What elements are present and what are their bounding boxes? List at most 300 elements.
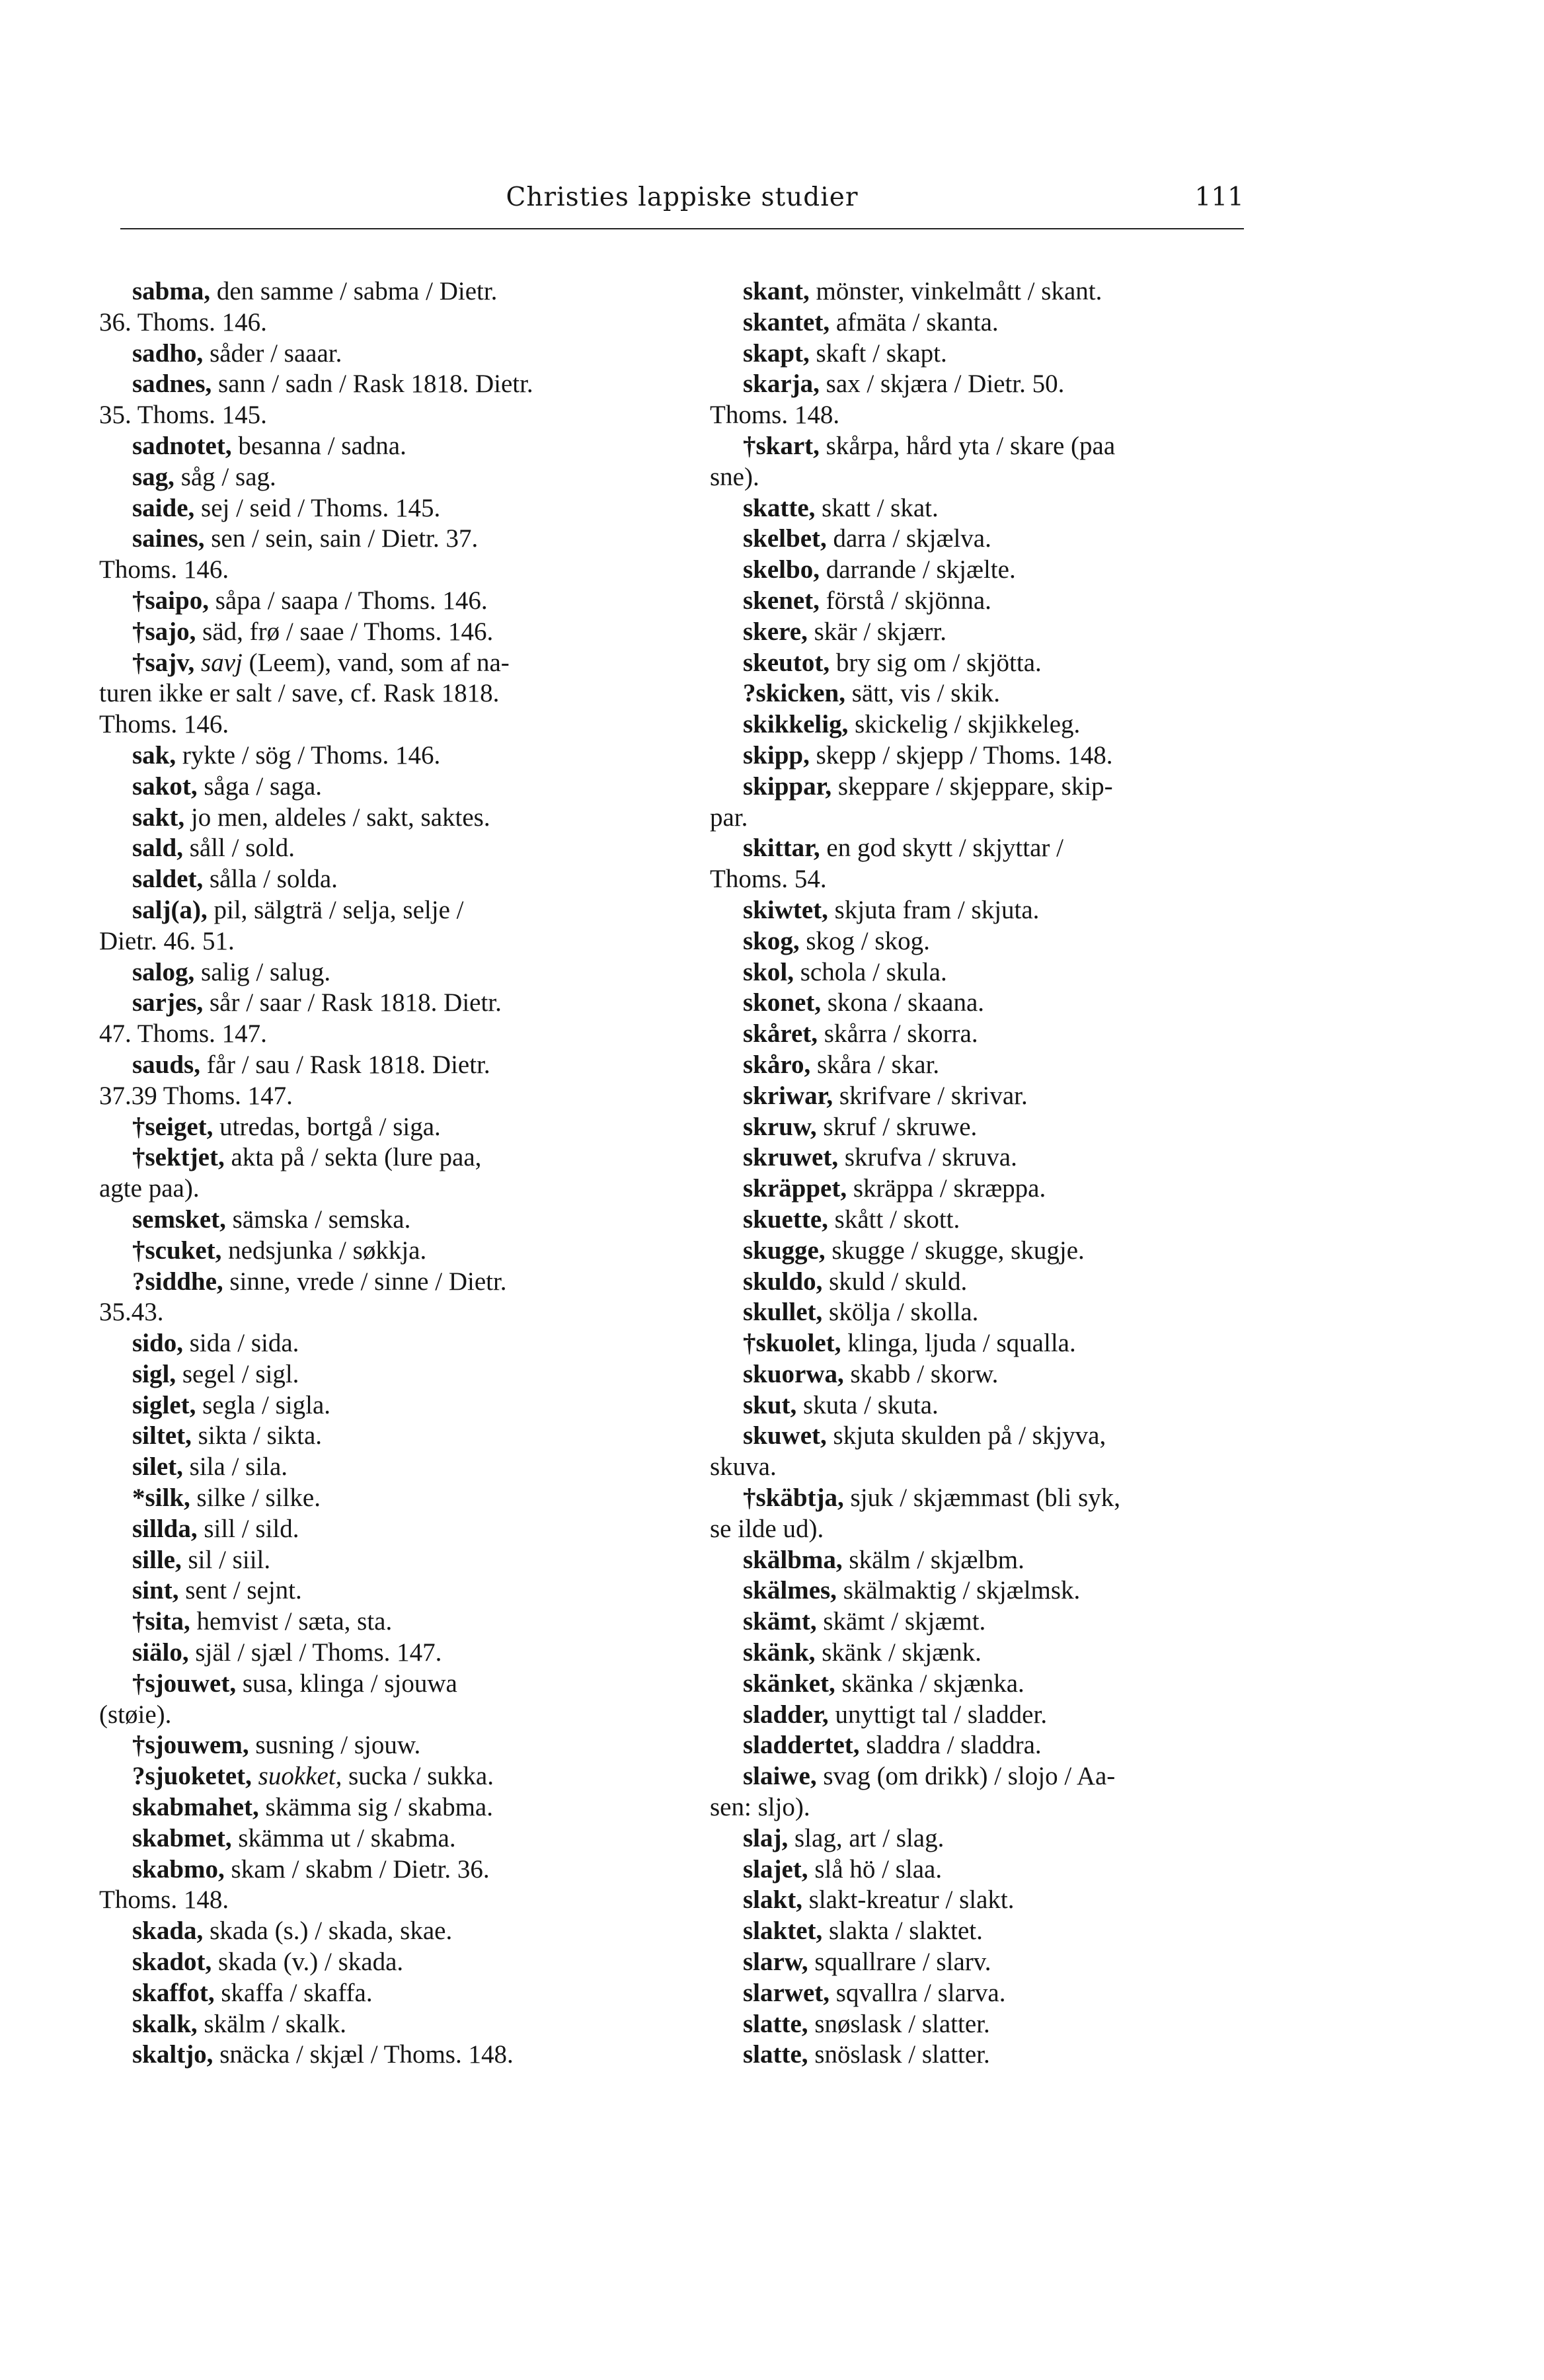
headword: skruwet, [743,1143,839,1172]
dictionary-line [710,833,1272,864]
dictionary-line [710,1978,1272,2009]
definition-text: sucka / sukka. [342,1762,494,1791]
headword: sadnotet, [132,431,232,460]
definition-text: skaft / skapt. [809,338,947,368]
headword: siälo, [132,1638,189,1667]
headword: †skart, [743,431,820,460]
definition-text: såll / sold. [182,834,295,863]
headword: skåro, [743,1050,811,1079]
definition-text: klinga, ljuda / squalla. [841,1329,1076,1358]
headword: skullet, [743,1298,823,1327]
definition-text: Thoms. 146. [99,710,229,739]
definition-text: slå hö / slaa. [808,1854,943,1884]
definition-text: susa, klinga / sjouwa [236,1669,457,1698]
headword: sarjes, [132,988,204,1017]
definition-text: sålla / solda. [203,865,338,894]
definition-text: segla / sigla. [196,1390,331,1419]
dictionary-line [710,1267,1272,1298]
headword: saldet, [132,865,204,894]
definition-text: 35. Thoms. 145. [99,401,267,430]
headword: skonet, [743,988,822,1017]
definition-text: får / sau / Rask 1818. Dietr. [200,1050,490,1079]
definition-text: skär / skjærr. [807,617,947,646]
running-header [120,182,1244,222]
dictionary-line [99,1359,658,1390]
headword: slaj, [743,1823,789,1852]
definition-text: darra / skjælva. [826,524,991,553]
definition-text: sinne, vrede / sinne / Dietr. [223,1267,507,1296]
headword: sladder, [743,1700,829,1729]
dictionary-line [710,524,1272,555]
dictionary-line [710,926,1272,957]
definition-text: sila / sila. [182,1452,288,1482]
headword: ?skicken, [743,679,845,708]
headword: sadnes, [132,370,212,399]
dictionary-line [710,400,1272,431]
headword: sille, [132,1545,182,1574]
dictionary-line [99,1606,658,1638]
dictionary-line [99,957,658,988]
definition-text: såpa / saapa / Thoms. 146. [208,586,488,615]
headword: skruw, [743,1112,817,1141]
headword: skaffot, [132,1978,215,2007]
dictionary-line [710,369,1272,400]
headword: slaktet, [743,1917,823,1946]
dictionary-line [710,1081,1272,1112]
headword: skapt, [743,338,810,368]
dictionary-line [710,1700,1272,1731]
headword: sakt, [132,803,185,832]
dictionary-line [710,1390,1272,1421]
headword: sak, [132,740,176,770]
headword: silet, [132,1452,183,1482]
dictionary-line [710,957,1272,988]
headword: skåret, [743,1019,818,1049]
definition-text: skada (s.) / skada, skae. [203,1917,453,1946]
italic-form: savj [201,648,243,677]
definition-text: Dietr. 46. 51. [99,926,235,955]
dictionary-line [710,864,1272,895]
dictionary-line [710,338,1272,370]
dictionary-line [99,1761,658,1792]
definition-text: en god skytt / skjyttar / [820,834,1063,863]
dictionary-line [710,1236,1272,1267]
definition-text: sent / sejnt. [178,1576,302,1605]
dictionary-line [710,648,1272,679]
definition-text: sladdra / sladdra. [859,1731,1042,1760]
definition-text: säd, frø / saae / Thoms. 146. [196,617,494,646]
dictionary-line [99,1575,658,1606]
dictionary-line [99,462,658,493]
headword: skarja, [743,370,820,399]
headword: †saipo, [132,586,209,615]
definition-text: skåra / skar. [810,1050,940,1079]
dictionary-line [99,1978,658,2009]
definition-text: sax / skjæra / Dietr. 50. [819,370,1065,399]
dictionary-line [710,1885,1272,1916]
definition-text: Thoms. 148. [710,401,840,430]
dictionary-line [710,1916,1272,1947]
definition-text: skeppare / skjeppare, skip- [831,772,1113,801]
headword: sakot, [132,772,198,801]
dictionary-line [710,1575,1272,1606]
definition-text: sår / saar / Rask 1818. Dietr. [203,988,502,1017]
dictionary-line [710,740,1272,772]
dictionary-line [99,709,658,740]
definition-text: skaffa / skaffa. [214,1978,373,2007]
dictionary-line [710,1792,1272,1823]
dictionary-line [710,431,1272,462]
definition-text: skänka / skjænka. [835,1669,1024,1698]
definition-text: sämska / semska. [225,1205,411,1234]
definition-text: schola / skula. [793,957,947,986]
headword: sint, [132,1576,179,1605]
headword: skuorwa, [743,1359,844,1388]
definition-text: utredas, bortgå / siga. [213,1112,441,1141]
headword: sald, [132,834,183,863]
headword: slarw, [743,1948,808,1977]
definition-text: mönster, vinkelmått / skant. [809,277,1102,305]
headword: skut, [743,1390,797,1419]
definition-text: par. [710,803,748,832]
headword: sabma, [132,277,211,305]
definition-text: 37.39 Thoms. 147. [99,1081,293,1110]
headword: skabmahet, [132,1793,259,1822]
right-column [710,276,1272,2071]
dictionary-line [99,1205,658,1236]
definition-text: darrande / skjælte. [819,555,1016,584]
dictionary-line [99,431,658,462]
definition-text: (støie). [99,1700,172,1729]
headword: skalk, [132,2009,198,2038]
dictionary-line [710,1328,1272,1359]
dictionary-line [710,678,1272,709]
definition-text: sida / sida. [182,1329,299,1358]
definition-text: pil, sälgträ / selja, selje / [207,895,464,924]
dictionary-line [99,1236,658,1267]
dictionary-line [99,1638,658,1669]
headword: siglet, [132,1390,196,1419]
headword: †scuket, [132,1236,222,1265]
dictionary-line [99,803,658,834]
headword: sillda, [132,1514,198,1543]
headword: skipp, [743,740,810,770]
left-column [99,276,658,2071]
definition-text: Thoms. 54. [710,865,827,894]
definition-text: rykte / sög / Thoms. 146. [176,740,441,770]
headword: †sita, [132,1607,190,1636]
dictionary-line [710,276,1272,307]
definition-text: snøslask / slatter. [808,2009,990,2038]
headword: †seiget, [132,1112,213,1141]
headword: skälmes, [743,1576,837,1605]
headword: skant, [743,277,810,305]
dictionary-line [99,555,658,586]
definition-text: skona / skaana. [821,988,985,1017]
headword: sigl, [132,1359,176,1388]
dictionary-line [99,833,658,864]
headword: slakt, [743,1885,802,1915]
headword: ?siddhe, [132,1267,223,1296]
dictionary-line [99,740,658,772]
dictionary-line [99,1142,658,1173]
headword: †skäbtja, [743,1484,844,1513]
headword: skittar, [743,834,820,863]
headword: skadot, [132,1948,212,1977]
dictionary-line [99,772,658,803]
dictionary-line [99,1173,658,1205]
definition-text: Thoms. 148. [99,1885,229,1915]
dictionary-line [99,1267,658,1298]
headword: skelbet, [743,524,827,553]
dictionary-line [99,1854,658,1885]
headword: siltet, [132,1421,192,1450]
headword: semsket, [132,1205,226,1234]
headword: skiwtet, [743,895,828,924]
definition-text: skada (v.) / skada. [212,1948,404,1977]
dictionary-line [99,926,658,957]
definition-text: sqvallra / slarva. [830,1978,1006,2007]
headword: saines, [132,524,205,553]
dictionary-line [99,617,658,648]
definition-text: den samme / sabma / Dietr. [210,277,498,305]
definition-text [252,1762,258,1790]
headword: †sektjet, [132,1143,225,1172]
definition-text: skjuta fram / skjuta. [828,895,1040,924]
dictionary-line [710,555,1272,586]
definition-text: skabb / skorw. [843,1359,999,1388]
definition-text: sikta / sikta. [191,1421,323,1450]
headword: skuwet, [743,1421,827,1450]
dictionary-line [710,2009,1272,2040]
definition-text: 36. Thoms. 146. [99,307,267,337]
definition-text: hemvist / sæta, sta. [190,1607,393,1636]
headword: skatte, [743,493,816,522]
definition-text: Thoms. 146. [99,555,229,584]
definition-text: skickelig / skjikkeleg. [848,710,1081,739]
definition-text: skruf / skruwe. [816,1112,978,1141]
definition-text: skrifvare / skrivar. [833,1081,1028,1110]
dictionary-line [99,864,658,895]
definition-text: skårpa, hård yta / skare (paa [819,431,1116,460]
dictionary-line [99,988,658,1019]
dictionary-line [710,1638,1272,1669]
dictionary-line [710,586,1272,617]
definition-text: (Leem), vand, som af na- [242,648,510,677]
definition-text: skämt / skjæmt. [816,1607,986,1636]
dictionary-line [99,1669,658,1700]
definition-text: skälmaktig / skjælmsk. [836,1576,1081,1605]
definition-text: snöslask / slatter. [808,2040,990,2069]
definition-text: skölja / skolla. [822,1298,979,1327]
dictionary-line [99,400,658,431]
definition-text: slag, art / slag. [788,1823,945,1852]
dictionary-line [710,1514,1272,1545]
definition-text: skänk / skjænk. [815,1638,982,1667]
definition-text: skämma ut / skabma. [231,1823,456,1852]
headword: saide, [132,493,195,522]
definition-text: svag (om drikk) / slojo / Aa- [816,1762,1116,1791]
definition-text: skämma sig / skabma. [258,1793,493,1822]
headword: sag, [132,462,174,491]
headword: skabmo, [132,1854,225,1884]
definition-text: 47. Thoms. 147. [99,1019,267,1049]
headword: skriwar, [743,1081,833,1110]
definition-text: såga / saga. [197,772,323,801]
headword: skikkelig, [743,710,849,739]
headword: skänket, [743,1669,835,1698]
definition-text: skog / skog. [799,926,930,955]
headword: skräppet, [743,1174,847,1203]
headword: †sajv, [132,648,195,677]
headword: †skuolet, [743,1329,841,1358]
definition-text: segel / sigl. [176,1359,299,1388]
headword: skuldo, [743,1267,823,1296]
headword: skälbma, [743,1545,843,1574]
definition-text: se ilde ud). [710,1514,824,1543]
definition-text: sill / sild. [197,1514,299,1543]
headword: skänk, [743,1638,816,1667]
dictionary-line [99,1792,658,1823]
headword: skabmet, [132,1823,232,1852]
dictionary-line [710,1452,1272,1483]
definition-text: sätt, vis / skik. [845,679,1000,708]
dictionary-line [99,648,658,679]
header-rule [120,228,1244,229]
definition-text: skårra / skorra. [818,1019,978,1049]
dictionary-line [710,895,1272,926]
dictionary-line [99,1916,658,1947]
definition-text: skam / skabm / Dietr. 36. [224,1854,490,1884]
dictionary-line [99,1112,658,1143]
dictionary-line [710,1761,1272,1792]
definition-text: silke / silke. [190,1484,321,1513]
headword: slaiwe, [743,1762,817,1791]
dictionary-line [99,1947,658,1978]
dictionary-line [99,369,658,400]
dictionary-line [710,988,1272,1019]
dictionary-line [710,1421,1272,1452]
headword: skuette, [743,1205,828,1234]
definition-text [194,649,201,677]
headword: skog, [743,926,800,955]
dictionary-line [710,493,1272,524]
definition-text: akta på / sekta (lure paa, [224,1143,482,1172]
dictionary-line [710,803,1272,834]
definition-text: slakt-kreatur / slakt. [802,1885,1015,1915]
dictionary-line [99,1514,658,1545]
dictionary-line [710,1606,1272,1638]
definition-text: skälm / skalk. [197,2009,346,2038]
headword: *silk, [132,1484,190,1513]
dictionary-line [710,1142,1272,1173]
dictionary-line [99,895,658,926]
headword: sido, [132,1329,183,1358]
italic-form: suokket, [258,1762,342,1791]
definition-text: skepp / skjepp / Thoms. 148. [809,740,1113,770]
dictionary-line [99,1730,658,1761]
definition-text: sjuk / skjæmmast (bli syk, [843,1484,1120,1513]
headword: slatte, [743,2040,808,2069]
headword: skelbo, [743,555,820,584]
dictionary-line [710,772,1272,803]
dictionary-line [99,1297,658,1328]
definition-text: skrufva / skruva. [838,1143,1017,1172]
dictionary-line [99,1483,658,1514]
definition-text: slakta / slaktet. [822,1917,983,1946]
dictionary-line [99,1700,658,1731]
dictionary-line [99,524,658,555]
dictionary-line [99,1421,658,1452]
definition-text: skräppa / skræppa. [847,1174,1046,1203]
dictionary-line [710,1947,1272,1978]
dictionary-line [99,307,658,338]
dictionary-line [710,462,1272,493]
dictionary-line [710,2040,1272,2071]
dictionary-line [99,678,658,709]
definition-text: sne). [710,462,759,491]
headword: †sjouwet, [132,1669,237,1698]
definition-text: sann / sadn / Rask 1818. Dietr. [212,370,533,399]
definition-text: afmäta / skanta. [830,307,999,337]
dictionary-line [99,2040,658,2071]
dictionary-line [99,1019,658,1050]
dictionary-line [710,1173,1272,1205]
headword: ?sjuoketet, [132,1762,252,1791]
definition-text: förstå / skjönna. [819,586,991,615]
definition-text: sen: sljo). [710,1793,810,1822]
headword: skere, [743,617,808,646]
dictionary-line [710,1854,1272,1885]
definition-text: susning / sjouw. [249,1731,421,1760]
dictionary-line [710,1669,1272,1700]
headword: salj(a), [132,895,208,924]
dictionary-line [710,1050,1272,1081]
headword: skantet, [743,307,830,337]
definition-text: salig / salug. [194,957,331,986]
headword: sadho, [132,338,204,368]
definition-text: skuva. [710,1452,777,1482]
dictionary-line [710,709,1272,740]
headword: sauds, [132,1050,200,1079]
definition-text: sil / siil. [181,1545,271,1574]
definition-text: turen ikke er salt / save, cf. Rask 1818. [99,679,500,708]
definition-text: unyttigt tal / sladder. [828,1700,1048,1729]
definition-text: skatt / skat. [815,493,939,522]
dictionary-line [99,1050,658,1081]
dictionary-line [99,1328,658,1359]
page-number: 111 [1194,182,1244,212]
headword: skippar, [743,772,832,801]
dictionary-line [710,307,1272,338]
headword: salog, [132,957,195,986]
definition-text: besanna / sadna. [231,431,406,460]
dictionary-line [710,1112,1272,1143]
dictionary-line [99,1081,658,1112]
dictionary-line [99,1885,658,1916]
dictionary-line [710,1545,1272,1576]
headword: skenet, [743,586,820,615]
dictionary-line [99,2009,658,2040]
headword: slajet, [743,1854,808,1884]
dictionary-line [99,276,658,307]
dictionary-line [710,1297,1272,1328]
dictionary-line [99,338,658,370]
definition-text: såder / saaar. [203,338,342,368]
headword: skeutot, [743,648,830,677]
definition-text: agte paa). [99,1174,200,1203]
definition-text: skjuta skulden på / skjyva, [826,1421,1106,1450]
